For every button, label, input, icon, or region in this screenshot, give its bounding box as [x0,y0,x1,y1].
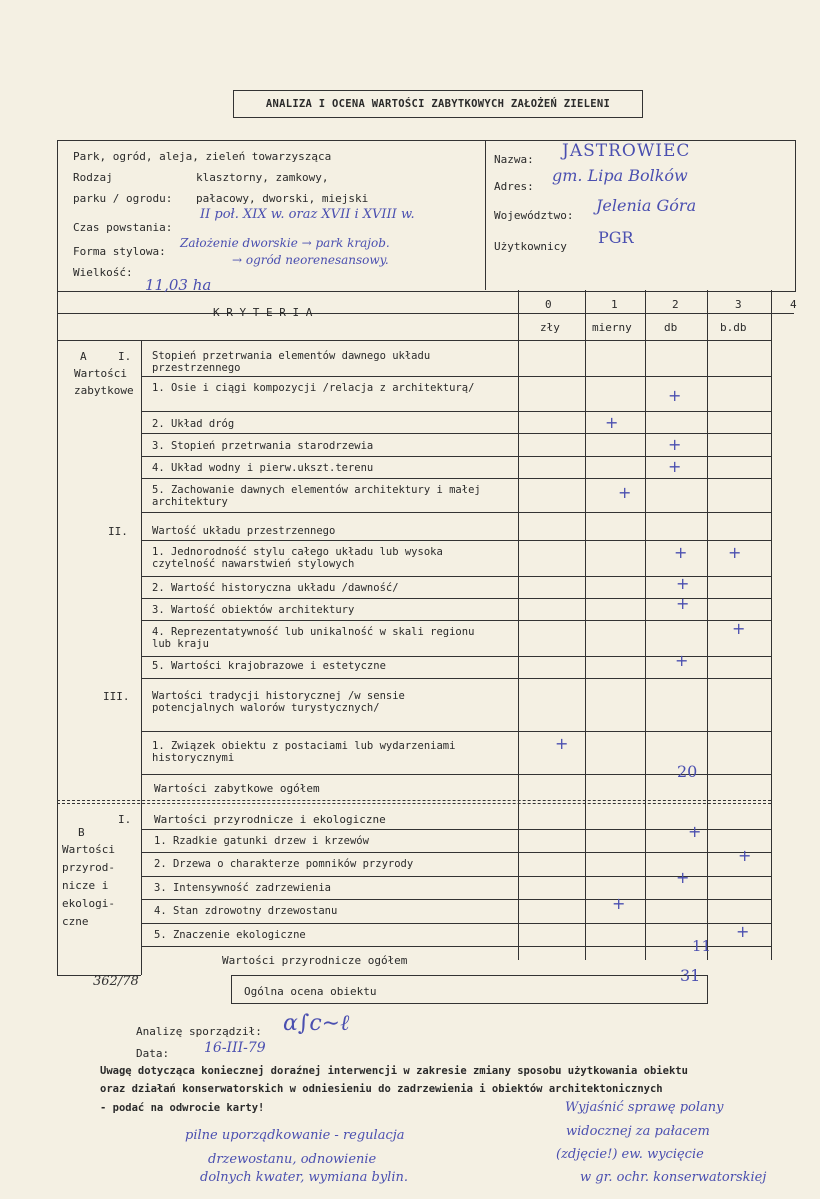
section-b-total-value: 11 [692,937,712,955]
section-a-name-2: zabytkowe [74,384,134,397]
criterion-b-1: 1. Rzadkie gatunki drzew i krzewów [154,835,369,847]
section-b-name-2: przyrod- [62,861,115,874]
kryteria-label: K R Y T E R I A [213,306,313,319]
note-right-3: (zdjęcie!) ew. wycięcie [556,1147,704,1162]
uzytkownicy-value: PGR [598,228,634,247]
wojewodztwo-value: Jelenia Góra [596,196,697,215]
note-left-3: dolnych kwater, wymiana bylin. [200,1170,408,1185]
criterion-a2-5: 5. Wartości krajobrazowe i estetyczne [152,660,386,672]
mark-a2-5: + [675,651,689,670]
form-title: ANALIZA I OCENA WARTOŚCI ZABYTKOWYCH ZAŁOŻEŃ ZIELENI [233,90,643,118]
group-title-a3: Wartości tradycji historycznej /w sensie potencjalnych walorów turystycznych/ [152,690,405,714]
mark-b-2: + [738,846,752,865]
section-b-name-1: Wartości [62,843,115,856]
criterion-b-5: 5. Znaczenie ekologiczne [154,929,306,941]
mark-a1-5: + [618,483,632,502]
uwaga-line-1: Uwagę dotycząca koniecznej doraźnej interwencji w zakresie zmiany sposobu użytkowania obiektu [100,1065,688,1077]
criterion-a1-5: 5. Zachowanie dawnych elementów architektury i małej architektury [152,484,481,508]
section-b-letter: B [78,826,85,839]
scale-word-db: db [664,321,678,334]
adres-value: gm. Lipa Bolków [552,166,688,185]
czas-value: II poł. XIX w. oraz XVII i XVIII w. [200,207,415,222]
note-right-2: widocznej za pałacem [566,1124,710,1139]
mark-a3-1: + [555,734,569,753]
park-label: Park, ogród, aleja, zieleń towarzysząca [73,150,332,163]
signature: ɑ∫c∼ℓ [283,1011,350,1036]
mark-b-1: + [688,822,702,841]
overall-label: Ogólna ocena obiektu [244,985,377,998]
section-b-name-5: czne [62,915,89,928]
section-a-total-label: Wartości zabytkowe ogółem [154,782,320,795]
criterion-a1-3: 3. Stopień przetrwania starodrzewia [152,440,374,452]
section-a-letter: A [80,350,87,363]
mark-b-5: + [736,922,750,941]
criterion-a1-2: 2. Układ dróg [152,418,235,430]
data-label: Data: [136,1047,170,1060]
criterion-a1-1: 1. Osie i ciągi kompozycji /relacja z architekturą/ [152,382,475,394]
section-a-total-value: 20 [677,762,698,781]
group-roman-a2: II. [108,525,128,538]
section-a-name-1: Wartości [74,367,127,380]
uzytkownicy-label: Użytkownicy [494,240,567,253]
rodzaj-line1: klasztorny, zamkowy, [196,171,329,184]
mark-a2-2: + [676,574,690,593]
criterion-a2-3: 3. Wartość obiektów architektury [152,604,355,616]
section-b-group-roman: I. [118,813,132,826]
margin-note: 362/78 [93,974,139,989]
rodzaj-label: Rodzaj [73,171,113,184]
note-left-1: pilne uporządkowanie - regulacja [185,1128,405,1143]
mark-a2-3: + [676,594,690,613]
scale-num-2: 2 [672,298,679,311]
scale-num-3: 3 [735,298,742,311]
czas-label: Czas powstania: [73,221,173,234]
data-value: 16-III-79 [204,1040,266,1056]
criterion-a3-1: 1. Związek obiektu z postaciami lub wydarzeniami historycznymi [152,740,456,764]
scale-num-1: 1 [611,298,618,311]
section-b-name-4: ekologi- [62,897,115,910]
criterion-a1-4: 4. Układ wodny i pierw.ukszt.terenu [152,462,374,474]
criterion-b-3: 3. Intensywność zadrzewienia [154,882,332,894]
mark-a1-2: + [605,413,619,432]
forma-label: Forma stylowa: [73,245,166,258]
criterion-a2-1: 1. Jednorodność stylu całego układu lub wysoka czytelność nawarstwień stylowych [152,546,443,570]
wielkosc-label: Wielkość: [73,266,133,279]
scale-word-mierny: mierny [592,321,632,334]
mark-a1-1: + [668,386,682,405]
criterion-a2-2: 2. Wartość historyczna układu /dawność/ [152,582,399,594]
analize-label: Analizę sporządził: [136,1025,262,1038]
criterion-a2-4: 4. Reprezentatywność lub unikalność w skali regionu lub kraju [152,626,475,650]
section-b-name-3: nicze i [62,879,109,892]
criterion-b-4: 4. Stan zdrowotny drzewostanu [154,905,338,917]
mark-a2-4: + [732,619,746,638]
section-b-group-title: Wartości przyrodnicze i ekologiczne [154,813,386,826]
scale-num-4: 4 [790,298,797,311]
uwaga-line-3: - podać na odwrocie karty! [100,1102,265,1114]
scale-word-zly: zły [540,321,560,334]
group-title-a1: Stopień przetrwania elementów dawnego układu przestrzennego [152,350,431,374]
note-right-4: w gr. ochr. konserwatorskiej [580,1170,767,1185]
mark-a1-3: + [668,435,682,454]
scale-word-bdb: b.db [720,321,747,334]
uwaga-line-2: oraz działań konserwatorskich w odniesieniu do zadrzewienia i obiektów architektonicznych [100,1083,663,1095]
forma-value-2: → ogród neorenesansowy. [232,253,389,267]
mark-a2-1a: + [674,543,688,562]
section-b-total-label: Wartości przyrodnicze ogółem [222,954,408,967]
group-roman-a1: I. [118,350,132,363]
mark-a2-1b: + [728,543,742,562]
criterion-b-2: 2. Drzewa o charakterze pomników przyrody [154,858,414,870]
scale-num-0: 0 [545,298,552,311]
wielkosc-value: 11,03 ha [145,276,212,294]
rodzaj-parku-label: parku / ogrodu: [73,192,173,205]
note-left-2: drzewostanu, odnowienie [208,1152,377,1167]
group-title-a2: Wartość układu przestrzennego [152,525,336,537]
group-roman-a3: III. [103,690,130,703]
mark-b-3: + [676,868,690,887]
note-right-1: Wyjaśnić sprawę polany [565,1100,724,1115]
nazwa-label: Nazwa: [494,153,534,166]
adres-label: Adres: [494,180,534,193]
overall-value: 31 [680,966,701,985]
nazwa-value: JASTROWIEC [562,141,691,161]
mark-b-4: + [612,894,626,913]
mark-a1-4: + [668,457,682,476]
forma-value-1: Założenie dworskie → park krajob. [180,236,390,250]
wojewodztwo-label: Województwo: [494,209,574,222]
rodzaj-line2: pałacowy, dworski, miejski [196,192,369,205]
